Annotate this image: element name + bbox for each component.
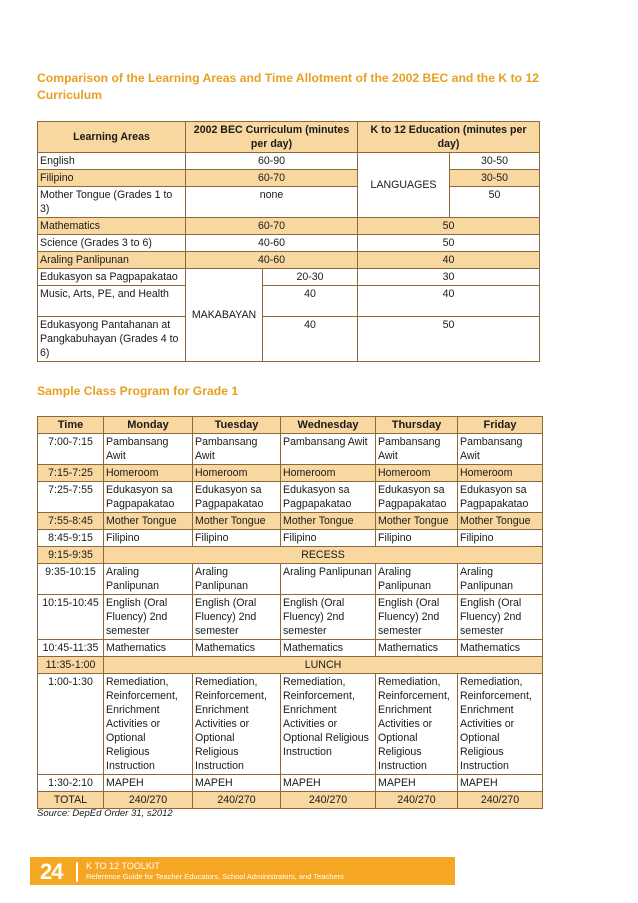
program-title: Sample Class Program for Grade 1 xyxy=(37,384,239,398)
subject-cell: Homeroom xyxy=(104,465,193,482)
subject-cell: Mother Tongue xyxy=(104,513,193,530)
bec-cell: 40-60 xyxy=(186,235,358,252)
k12-cell: 30-50 xyxy=(450,170,540,187)
time-cell: 10:15-10:45 xyxy=(38,595,104,640)
time-cell: 7:25-7:55 xyxy=(38,482,104,513)
time-cell: 8:45-9:15 xyxy=(38,530,104,547)
subject-cell: 240/270 xyxy=(193,792,281,809)
class-program-table xyxy=(37,416,543,809)
subject-cell: Filipino xyxy=(281,530,376,547)
k12-cell: 30-50 xyxy=(450,153,540,170)
subject-cell: Mathematics xyxy=(376,640,458,657)
subject-cell: Mother Tongue xyxy=(376,513,458,530)
time-cell: 1:00-1:30 xyxy=(38,674,104,775)
subject-cell: Edukasyon sa Pagpapakatao xyxy=(104,482,193,513)
comparison-title: Comparison of the Learning Areas and Time Allotment of the 2002 BEC and the K to 12 Curriculum xyxy=(37,71,540,102)
subject-cell: Mother Tongue xyxy=(458,513,543,530)
subject-cell: Araling Panlipunan xyxy=(193,564,281,595)
bec-cell: 60-70 xyxy=(186,218,358,235)
bec-cell: 20-30 xyxy=(263,269,358,286)
header-k12: K to 12 Education (minutes per day) xyxy=(358,122,540,153)
subject-cell: Pambansang Awit xyxy=(376,434,458,465)
subject-cell: Edukasyon sa Pagpapakatao xyxy=(193,482,281,513)
k12-cell: 50 xyxy=(358,317,540,362)
makabayan-group: MAKABAYAN xyxy=(186,269,263,362)
header-learning-areas: Learning Areas xyxy=(38,122,186,153)
k12-cell: 40 xyxy=(358,286,540,317)
header-time: Time xyxy=(38,417,104,434)
subject-cell: Filipino xyxy=(376,530,458,547)
bec-cell: 60-90 xyxy=(186,153,358,170)
area-cell: Mathematics xyxy=(38,218,186,235)
subject-cell: Araling Panlipunan xyxy=(281,564,376,595)
subject-cell: MAPEH xyxy=(193,775,281,792)
time-cell: 7:00-7:15 xyxy=(38,434,104,465)
subject-cell: Filipino xyxy=(104,530,193,547)
bec-cell: 40-60 xyxy=(186,252,358,269)
subject-cell: Remediation, Reinforcement, Enrichment Activities or Optional Religious Instruction xyxy=(458,674,543,775)
footer-title: K TO 12 TOOLKIT xyxy=(86,861,160,871)
subject-cell: English (Oral Fluency) 2nd semester xyxy=(376,595,458,640)
subject-cell: 240/270 xyxy=(376,792,458,809)
subject-cell: Homeroom xyxy=(376,465,458,482)
table-row xyxy=(38,657,543,674)
area-cell: Music, Arts, PE, and Health xyxy=(38,286,186,317)
break-cell: LUNCH xyxy=(104,657,543,674)
subject-cell: 240/270 xyxy=(104,792,193,809)
subject-cell: English (Oral Fluency) 2nd semester xyxy=(104,595,193,640)
table-row xyxy=(38,465,543,482)
k12-cell: 50 xyxy=(358,218,540,235)
subject-cell: Araling Panlipunan xyxy=(376,564,458,595)
page-footer xyxy=(30,857,455,885)
subject-cell: Homeroom xyxy=(281,465,376,482)
area-cell: Filipino xyxy=(38,170,186,187)
languages-group: LANGUAGES xyxy=(358,153,450,218)
table-row xyxy=(38,640,543,657)
header-friday: Friday xyxy=(458,417,543,434)
area-cell: Mother Tongue (Grades 1 to 3) xyxy=(38,187,186,218)
subject-cell: Pambansang Awit xyxy=(458,434,543,465)
subject-cell: English (Oral Fluency) 2nd semester xyxy=(458,595,543,640)
subject-cell: Pambansang Awit xyxy=(281,434,376,465)
subject-cell: Remediation, Reinforcement, Enrichment Activities or Optional Religious Instruction xyxy=(193,674,281,775)
table-row xyxy=(38,434,543,465)
footer-subtitle: Reference Guide for Teacher Educators, School Administrators, and Teachers xyxy=(86,872,344,881)
comparison-table xyxy=(37,121,540,362)
area-cell: Edukasyong Pantahanan at Pangkabuhayan (Grades 4 to 6) xyxy=(38,317,186,362)
subject-cell: English (Oral Fluency) 2nd semester xyxy=(281,595,376,640)
subject-cell: Edukasyon sa Pagpapakatao xyxy=(376,482,458,513)
table-row xyxy=(38,564,543,595)
subject-cell: Pambansang Awit xyxy=(193,434,281,465)
table-row xyxy=(38,513,543,530)
subject-cell: Homeroom xyxy=(193,465,281,482)
time-cell: 7:55-8:45 xyxy=(38,513,104,530)
table-row xyxy=(38,595,543,640)
subject-cell: Edukasyon sa Pagpapakatao xyxy=(458,482,543,513)
subject-cell: Filipino xyxy=(458,530,543,547)
header-monday: Monday xyxy=(104,417,193,434)
time-cell: 9:15-9:35 xyxy=(38,547,104,564)
table-row xyxy=(38,674,543,775)
area-cell: Edukasyon sa Pagpapakatao xyxy=(38,269,186,286)
subject-cell: 240/270 xyxy=(281,792,376,809)
subject-cell: MAPEH xyxy=(104,775,193,792)
source-note: Source: DepEd Order 31, s2012 xyxy=(37,808,173,819)
time-cell: 10:45-11:35 xyxy=(38,640,104,657)
subject-cell: Mathematics xyxy=(193,640,281,657)
subject-cell: Araling Panlipunan xyxy=(458,564,543,595)
area-cell: Science (Grades 3 to 6) xyxy=(38,235,186,252)
subject-cell: Remediation, Reinforcement, Enrichment Activities or Optional Religious Instruction xyxy=(104,674,193,775)
subject-cell: MAPEH xyxy=(458,775,543,792)
subject-cell: Mathematics xyxy=(281,640,376,657)
time-cell: 9:35-10:15 xyxy=(38,564,104,595)
table-row xyxy=(38,530,543,547)
subject-cell: Araling Panlipunan xyxy=(104,564,193,595)
bec-cell: 40 xyxy=(263,317,358,362)
subject-cell: Remediation, Reinforcement, Enrichment Activities or Optional Religious Instruction xyxy=(376,674,458,775)
table-row xyxy=(38,547,543,564)
subject-cell: Mathematics xyxy=(104,640,193,657)
header-thursday: Thursday xyxy=(376,417,458,434)
table-row xyxy=(38,775,543,792)
subject-cell: MAPEH xyxy=(376,775,458,792)
page-number: 24 xyxy=(40,859,63,884)
subject-cell: Homeroom xyxy=(458,465,543,482)
time-cell: 7:15-7:25 xyxy=(38,465,104,482)
k12-cell: 50 xyxy=(358,235,540,252)
subject-cell: MAPEH xyxy=(281,775,376,792)
bec-cell: none xyxy=(186,187,358,218)
time-cell: 11:35-1:00 xyxy=(38,657,104,674)
subject-cell: Mathematics xyxy=(458,640,543,657)
subject-cell: Mother Tongue xyxy=(281,513,376,530)
area-cell: Araling Panlipunan xyxy=(38,252,186,269)
bec-cell: 40 xyxy=(263,286,358,317)
subject-cell: Filipino xyxy=(193,530,281,547)
break-cell: RECESS xyxy=(104,547,543,564)
table-row xyxy=(38,482,543,513)
header-wednesday: Wednesday xyxy=(281,417,376,434)
time-cell: TOTAL xyxy=(38,792,104,809)
subject-cell: Edukasyon sa Pagpapakatao xyxy=(281,482,376,513)
subject-cell: Mother Tongue xyxy=(193,513,281,530)
time-cell: 1:30-2:10 xyxy=(38,775,104,792)
subject-cell: Pambansang Awit xyxy=(104,434,193,465)
header-tuesday: Tuesday xyxy=(193,417,281,434)
subject-cell: 240/270 xyxy=(458,792,543,809)
k12-cell: 40 xyxy=(358,252,540,269)
table-row xyxy=(38,792,543,809)
header-bec: 2002 BEC Curriculum (minutes per day) xyxy=(186,122,358,153)
k12-cell: 50 xyxy=(450,187,540,218)
area-cell: English xyxy=(38,153,186,170)
bec-cell: 60-70 xyxy=(186,170,358,187)
footer-divider xyxy=(76,862,78,882)
subject-cell: Remediation, Reinforcement, Enrichment Activities or Optional Religious Instruction xyxy=(281,674,376,775)
subject-cell: English (Oral Fluency) 2nd semester xyxy=(193,595,281,640)
k12-cell: 30 xyxy=(358,269,540,286)
